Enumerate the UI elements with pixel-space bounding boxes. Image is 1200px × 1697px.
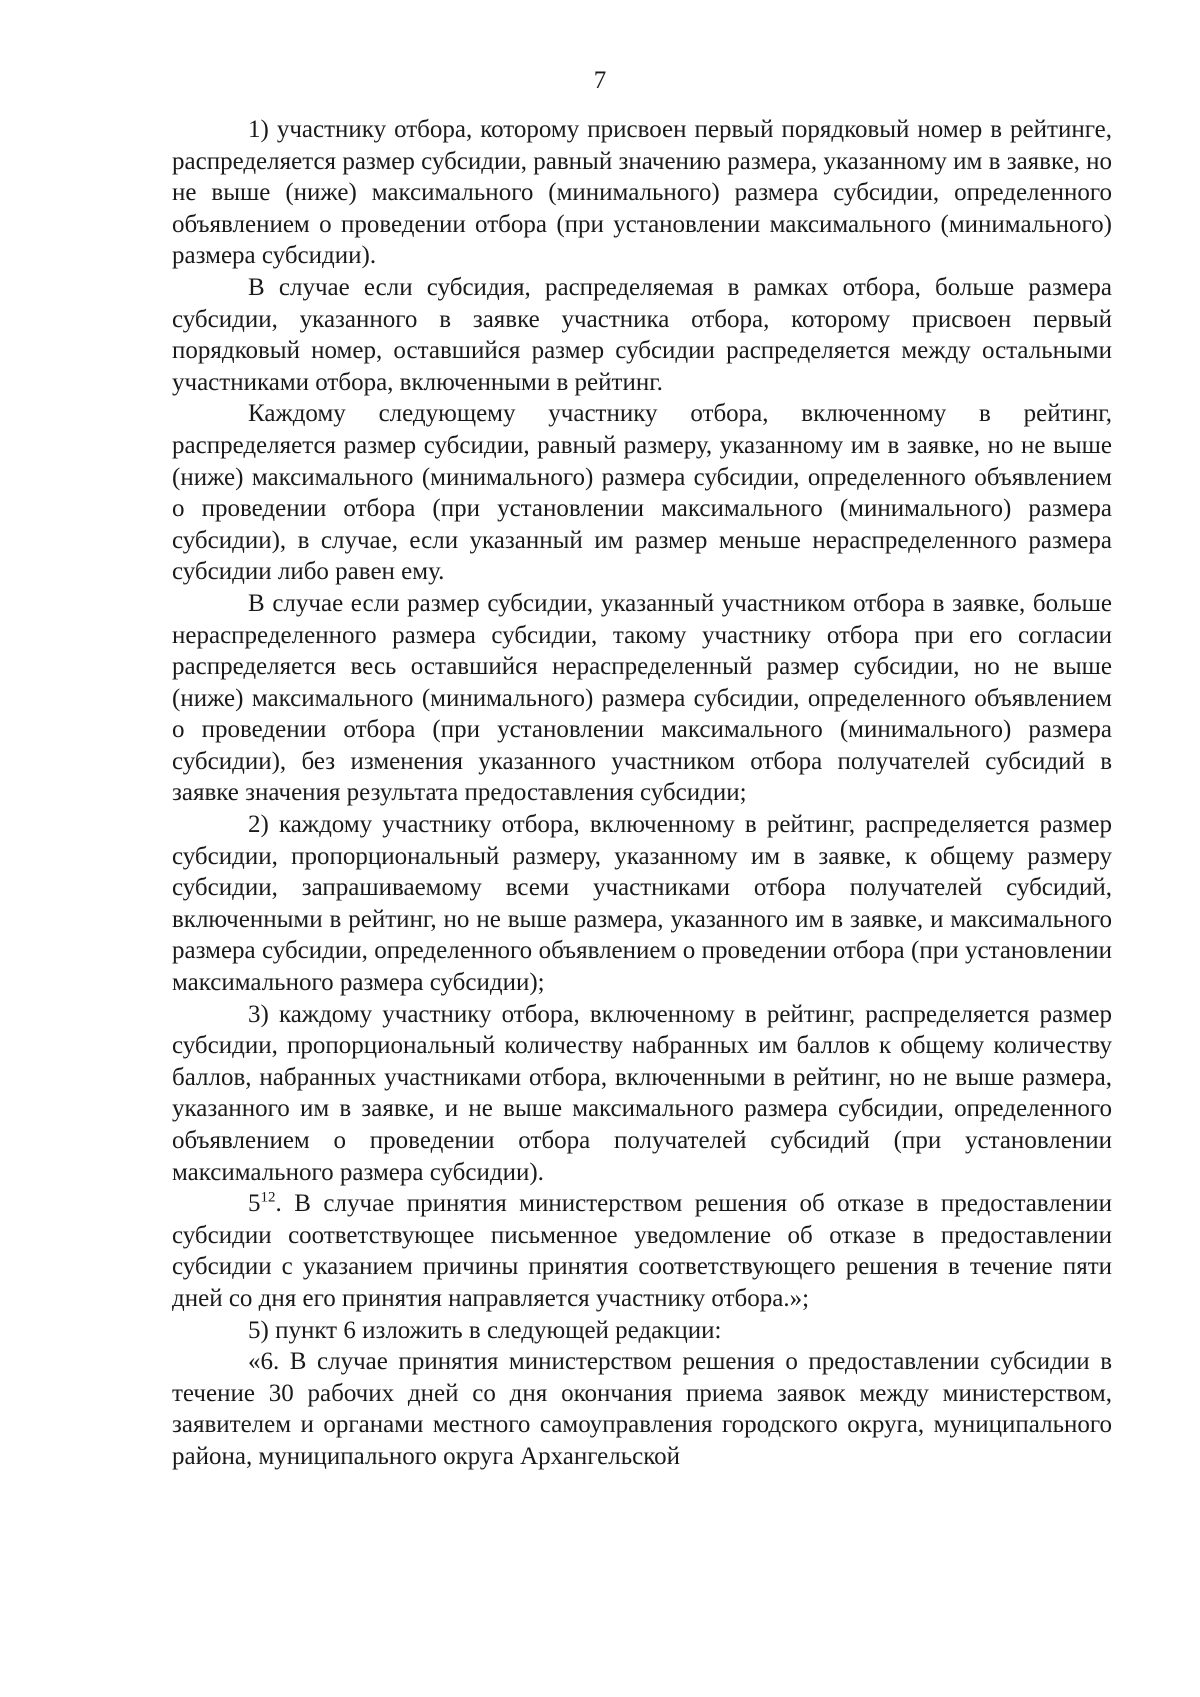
paragraph-item-2: 2) каждому участнику отбора, включенному в рейтинг, распределяется размер субсидии, пропорциональный размеру, указанному им в заявке, к общему размеру субсидии, запрашиваемому всеми участниками отбора получателей субсидий, включенными в рейтинг, но не выше размера, указанного им в заявке, и максимального размера субсидии, определенного объявлением о проведении отбора (при установлении максимального размера субсидии); (172, 811, 1112, 997)
paragraph-item-3: 3) каждому участнику отбора, включенному в рейтинг, распределяется размер субсидии, пропорциональный количеству набранных им баллов к общему количеству баллов, набранных участниками отбора, включенными в рейтинг, но не выше размера, указанного им в заявке, и не выше максимального размера субсидии, определенного объявлением о проведении отбора получателей субсидий (при установлении максимального размера субсидии). (172, 1000, 1112, 1186)
document-body (172, 114, 1112, 1473)
paragraph-clause-5-12 (172, 1188, 1112, 1314)
clause-number: 5 (248, 1190, 261, 1218)
paragraph-remaining-subsidy: В случае если субсидия, распределяемая в рамках отбора, больше размера субсидии, указанного в заявке участника отбора, которому присвоен первый порядковый номер, оставшийся размер субсидии распределяется между остальными участниками отбора, включенными в рейтинг. (172, 273, 1112, 396)
paragraph-item-1: 1) участнику отбора, которому присвоен первый порядковый номер в рейтинге, распределяется размер субсидии, равный значению размера, указанному им в заявке, но не выше (ниже) максимального (минимального) размера субсидии, определенного объявлением о проведении отбора (при установлении максимального (минимального) размера субсидии). (172, 116, 1112, 270)
paragraph-item-5: 5) пункт 6 изложить в следующей редакции: (248, 1316, 722, 1344)
paragraph-clause-6: «6. В случае принятия министерством решения о предоставлении субсидии в течение 30 рабочих дней со дня окончания приема заявок между министерством, заявителем и органами местного самоуправления городского округа, муниципального района, муниципального округа Архангельской (172, 1348, 1112, 1470)
paragraph-exceeding-amount: В случае если размер субсидии, указанный участником отбора в заявке, больше нераспределенного размера субсидии, такому участнику отбора при его согласии распределяется весь оставшийся нераспределенный размер субсидии, но не выше (ниже) максимального (минимального) размера субсидии, определенного объявлением о проведении отбора (при установлении максимального (минимального) размера субсидии), без изменения указанного участником отбора получателей субсидий в заявке значения результата предоставления субсидии; (172, 589, 1112, 807)
clause-text: . В случае принятия министерством решения об отказе в предоставлении субсидии соответствующее письменное уведомление об отказе в предоставлении субсидии с указанием причины принятия соответствующего решения в течение пяти дней со дня его принятия направляется участнику отбора.»; (172, 1190, 1112, 1312)
page-number: 7 (593, 67, 607, 94)
paragraph-next-participant: Каждому следующему участнику отбора, включенному в рейтинг, распределяется размер субсидии, равный размеру, указанному им в заявке, но не выше (ниже) максимального (минимального) размера субсидии, определенного объявлением о проведении отбора (при установлении максимального (минимального) размера субсидии), в случае, если указанный им размер меньше нераспределенного размера субсидии либо равен ему. (172, 400, 1112, 586)
clause-superscript: 12 (260, 1189, 276, 1206)
